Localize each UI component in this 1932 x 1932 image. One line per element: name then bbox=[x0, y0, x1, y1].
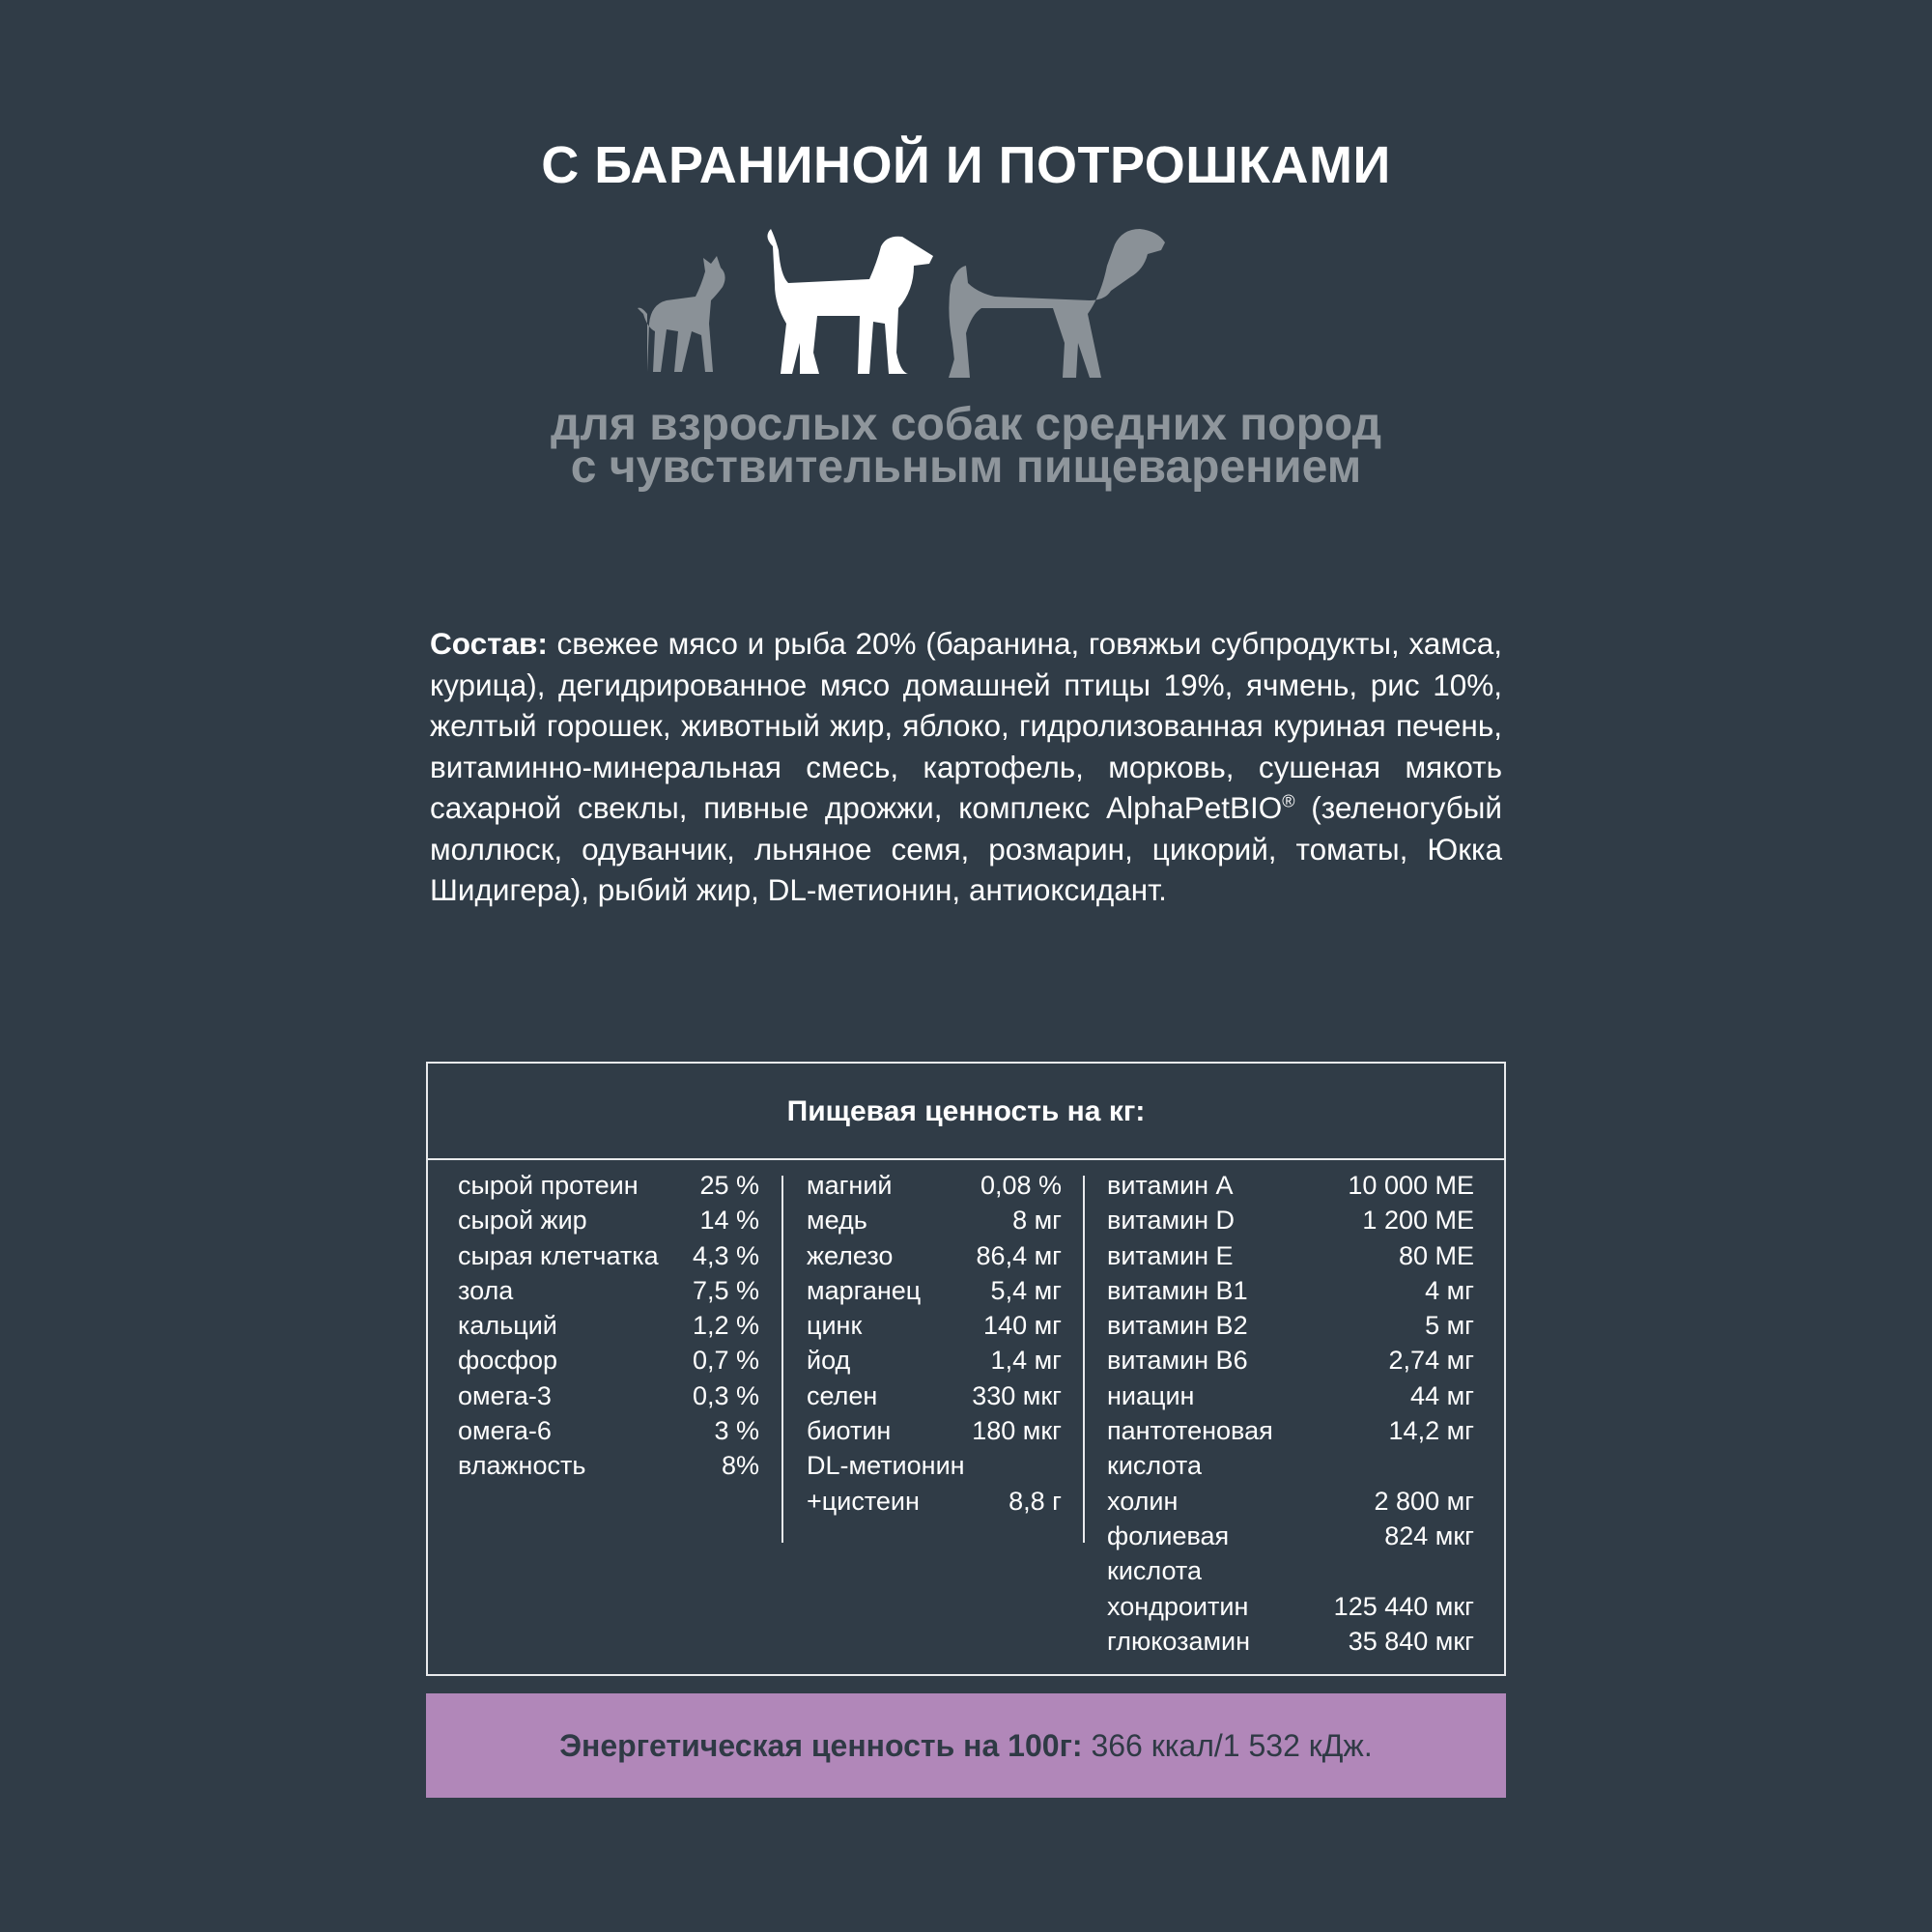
nutrient-row bbox=[807, 1308, 1062, 1343]
nutrient-row bbox=[1107, 1519, 1474, 1553]
nutrient-name: фосфор bbox=[458, 1346, 557, 1376]
nutrient-value: 35 840 мкг bbox=[1348, 1626, 1474, 1656]
nutrient-name: витамин B6 bbox=[1107, 1346, 1248, 1376]
nutrient-value: 180 мкг bbox=[972, 1416, 1062, 1446]
nutrient-row bbox=[807, 1484, 1062, 1519]
nutrient-row bbox=[807, 1413, 1062, 1448]
nutrient-row bbox=[458, 1168, 759, 1203]
nutrient-name: омега-6 bbox=[458, 1416, 552, 1446]
nutrient-value: 824 мкг bbox=[1384, 1520, 1474, 1550]
nutrient-value: 0,08 % bbox=[980, 1171, 1062, 1200]
nutrient-value: 5 мг bbox=[1425, 1311, 1474, 1341]
nutrient-value: 330 мкг bbox=[972, 1380, 1062, 1410]
large-dog-icon bbox=[949, 229, 1165, 378]
nutrient-name: +цистеин bbox=[807, 1486, 920, 1516]
nutrient-row bbox=[807, 1448, 1062, 1483]
nutrient-row bbox=[458, 1413, 759, 1448]
nutrient-row bbox=[458, 1343, 759, 1378]
nutrient-name: витамин A bbox=[1107, 1171, 1234, 1200]
nutrient-name: кислота bbox=[1107, 1556, 1202, 1586]
nutrient-row bbox=[1107, 1589, 1474, 1624]
nutrient-value: 8,8 г bbox=[1009, 1486, 1062, 1516]
nutrient-row bbox=[1107, 1378, 1474, 1413]
nutrient-value: 7,5 % bbox=[692, 1275, 759, 1305]
nutrient-row bbox=[458, 1238, 759, 1273]
nutrient-name: зола bbox=[458, 1275, 514, 1305]
nutrient-row bbox=[807, 1203, 1062, 1237]
registered-mark: ® bbox=[1282, 791, 1295, 811]
nutrient-name: пантотеновая bbox=[1107, 1416, 1273, 1446]
nutrient-name: витамин B1 bbox=[1107, 1275, 1248, 1305]
nutrient-row bbox=[1107, 1448, 1474, 1483]
energy-value-band bbox=[426, 1693, 1506, 1798]
nutrient-value: 4 мг bbox=[1425, 1275, 1474, 1305]
nutrition-heading: Пищевая ценность на кг: bbox=[428, 1064, 1504, 1160]
nutrient-name: витамин D bbox=[1107, 1206, 1236, 1236]
nutrient-name: сырой жир bbox=[458, 1206, 587, 1236]
nutrient-value: 2,74 мг bbox=[1388, 1346, 1474, 1376]
nutrient-row bbox=[807, 1378, 1062, 1413]
nutrient-name: сырой протеин bbox=[458, 1171, 639, 1200]
nutrient-row bbox=[1107, 1553, 1474, 1588]
nutrient-name: фолиевая bbox=[1107, 1520, 1230, 1550]
nutrient-value: 2 800 мг bbox=[1374, 1486, 1474, 1516]
nutrient-name: магний bbox=[807, 1171, 893, 1200]
nutrient-value: 10 000 МЕ bbox=[1348, 1171, 1474, 1200]
nutrient-value: 86,4 мг bbox=[976, 1240, 1062, 1270]
composition-text-2: (зеленогубый моллюск, одуванчик, льняное семя, розмарин, цикорий, томаты, Юкка Шидигера), рыбий жир, DL-метионин, антиоксидант. bbox=[430, 790, 1502, 907]
nutrient-name: влажность bbox=[458, 1451, 586, 1481]
subtitle-line-2: с чувствительным пищеварением bbox=[570, 441, 1362, 493]
energy-label: Энергетическая ценность на 100г: bbox=[559, 1728, 1083, 1763]
nutrient-value: 1,4 мг bbox=[990, 1346, 1062, 1376]
nutrient-name: хондроитин bbox=[1107, 1591, 1249, 1621]
nutrient-name: омега-3 bbox=[458, 1380, 552, 1410]
subtitle bbox=[0, 399, 1932, 493]
nutrient-value: 0,3 % bbox=[692, 1380, 759, 1410]
nutrition-column-2 bbox=[807, 1168, 1062, 1519]
nutrient-name: цинк bbox=[807, 1311, 863, 1341]
nutrient-value: 3 % bbox=[714, 1416, 759, 1446]
nutrient-value: 1,2 % bbox=[692, 1311, 759, 1341]
dog-size-icons bbox=[628, 208, 1169, 401]
nutrient-row bbox=[1107, 1484, 1474, 1519]
nutrient-row bbox=[807, 1168, 1062, 1203]
nutrient-value: 1 200 МЕ bbox=[1362, 1206, 1474, 1236]
nutrient-value: 8 мг bbox=[1012, 1206, 1062, 1236]
medium-dog-icon bbox=[767, 229, 933, 374]
nutrient-row bbox=[1107, 1413, 1474, 1448]
nutrient-name: витамин B2 bbox=[1107, 1311, 1248, 1341]
nutrient-row bbox=[458, 1448, 759, 1483]
nutrient-name: холин bbox=[1107, 1486, 1179, 1516]
nutrient-name: медь bbox=[807, 1206, 867, 1236]
nutrient-name: глюкозамин bbox=[1107, 1626, 1251, 1656]
nutrient-value: 5,4 мг bbox=[990, 1275, 1062, 1305]
nutrient-name: сырая клетчатка bbox=[458, 1240, 659, 1270]
nutrient-row bbox=[458, 1378, 759, 1413]
nutrient-row bbox=[1107, 1624, 1474, 1659]
nutrient-value: 125 440 мкг bbox=[1333, 1591, 1474, 1621]
nutrient-value: 14,2 мг bbox=[1388, 1416, 1474, 1446]
nutrition-table bbox=[426, 1062, 1506, 1676]
nutrient-value: 25 % bbox=[699, 1171, 759, 1200]
column-divider bbox=[781, 1176, 783, 1543]
nutrient-row bbox=[458, 1203, 759, 1237]
nutrient-value: 44 мг bbox=[1410, 1380, 1474, 1410]
column-divider bbox=[1083, 1176, 1085, 1543]
nutrient-name: биотин bbox=[807, 1416, 892, 1446]
nutrient-row bbox=[1107, 1238, 1474, 1273]
nutrient-value: 140 мг bbox=[983, 1311, 1062, 1341]
nutrient-value: 14 % bbox=[699, 1206, 759, 1236]
nutrient-name: йод bbox=[807, 1346, 851, 1376]
subtitle-line-1: для взрослых собак средних пород bbox=[550, 399, 1382, 450]
nutrient-name: железо bbox=[807, 1240, 894, 1270]
nutrient-row bbox=[1107, 1168, 1474, 1203]
product-title: С БАРАНИНОЙ И ПОТРОШКАМИ bbox=[541, 136, 1391, 194]
nutrient-name: витамин E bbox=[1107, 1240, 1234, 1270]
nutrient-name: марганец bbox=[807, 1275, 922, 1305]
nutrient-row bbox=[807, 1343, 1062, 1378]
nutrient-row bbox=[807, 1273, 1062, 1308]
nutrient-name: DL-метионин bbox=[807, 1451, 965, 1481]
nutrient-name: кислота bbox=[1107, 1451, 1202, 1481]
energy-value: 366 ккал/1 532 кДж. bbox=[1082, 1728, 1373, 1763]
nutrient-row bbox=[1107, 1273, 1474, 1308]
composition-paragraph bbox=[430, 623, 1502, 911]
nutrient-value: 0,7 % bbox=[692, 1346, 759, 1376]
nutrient-name: ниацин bbox=[1107, 1380, 1195, 1410]
nutrient-row bbox=[458, 1273, 759, 1308]
nutrient-row bbox=[1107, 1343, 1474, 1378]
nutrient-name: селен bbox=[807, 1380, 878, 1410]
nutrient-value: 80 МЕ bbox=[1398, 1240, 1474, 1270]
nutrient-value: 4,3 % bbox=[692, 1240, 759, 1270]
nutrient-value: 8% bbox=[721, 1451, 759, 1481]
small-dog-icon bbox=[638, 256, 725, 372]
nutrient-row bbox=[458, 1308, 759, 1343]
composition-text-1: свежее мясо и рыба 20% (баранина, говяжьи субпродукты, хамса, курица), дегидрированное мясо домашней птицы 19%, ячмень, рис 10%, желтый горошек, животный жир, яблоко, гидролизованная куриная печень, витаминно-минеральная смесь, картофель, морковь, сушеная мякоть сахарной свеклы, пивные дрожжи, комплекс AlphaPetBIO bbox=[430, 626, 1502, 825]
nutrient-row bbox=[807, 1238, 1062, 1273]
nutrient-row bbox=[1107, 1203, 1474, 1237]
nutrition-column-1 bbox=[458, 1168, 759, 1484]
nutrient-row bbox=[1107, 1308, 1474, 1343]
nutrition-column-3 bbox=[1107, 1168, 1474, 1659]
composition-label: Состав: bbox=[430, 626, 548, 661]
nutrient-name: кальций bbox=[458, 1311, 557, 1341]
